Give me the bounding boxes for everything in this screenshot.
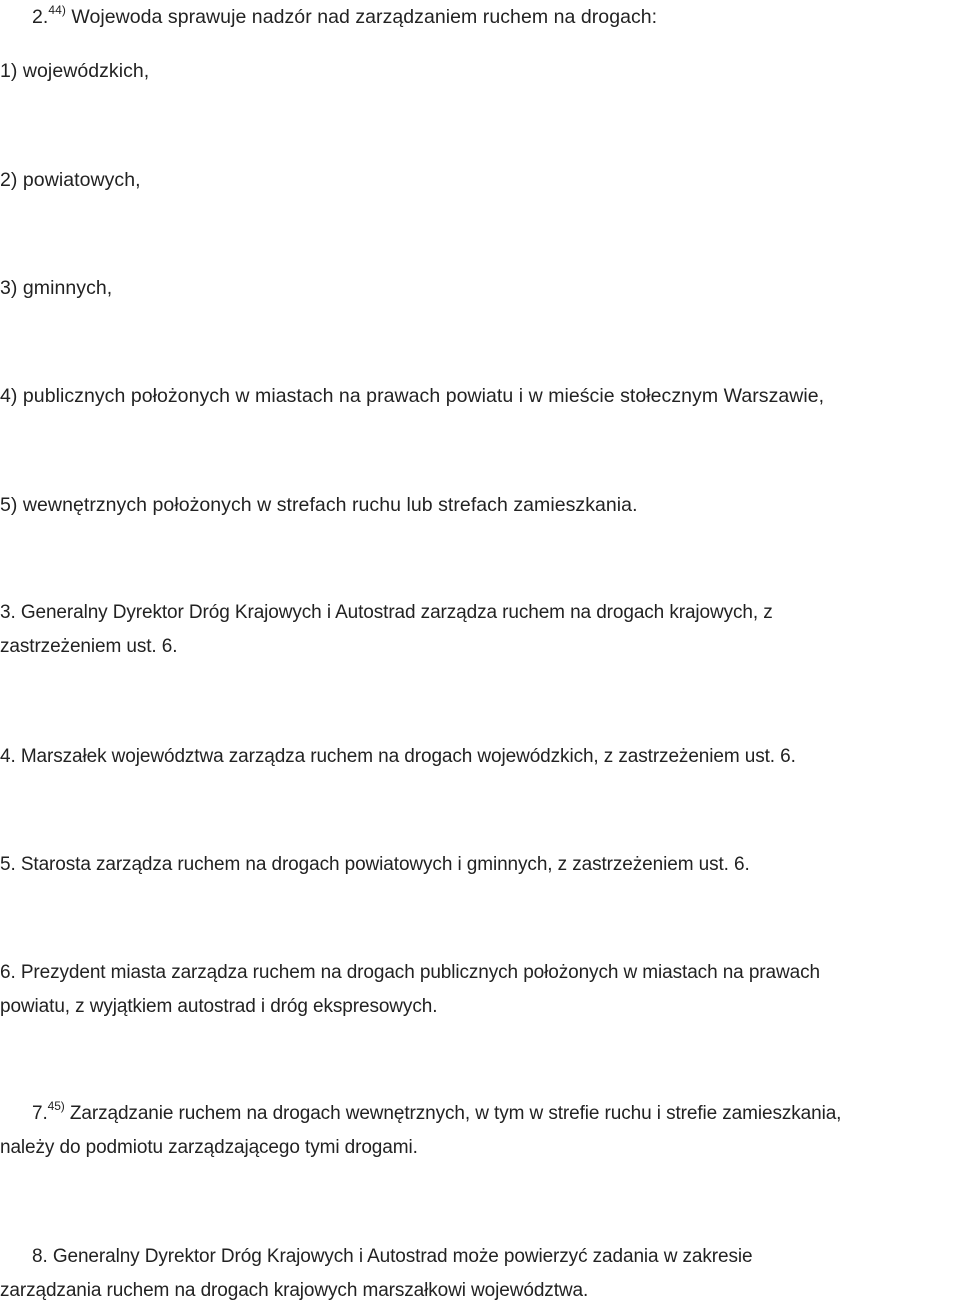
footnote-45-marker: 45) <box>47 1098 65 1113</box>
list-item-1 <box>0 54 960 88</box>
paragraph-3-line-1: 3. Generalny Dyrektor Dróg Krajowych i Autostrad zarządza ruchem na drogach krajowych, z <box>0 602 773 623</box>
paragraph-7-number: 7. <box>32 1103 48 1124</box>
paragraph-6 <box>0 956 960 1024</box>
paragraph-2-line <box>32 0 960 34</box>
paragraph-2 <box>32 0 960 34</box>
list-item-2-text: 2) powiatowych, <box>0 169 141 191</box>
list-item-3 <box>0 271 960 305</box>
paragraph-7-line-1 <box>0 1097 960 1131</box>
paragraph-3 <box>0 596 960 664</box>
paragraph-2-number: 2. <box>32 6 49 28</box>
list-item-4-text: 4) publicznych położonych w miastach na prawach powiatu i w mieście stołecznym Warszawie, <box>0 385 825 407</box>
paragraph-6-line-1: 6. Prezydent miasta zarządza ruchem na drogach publicznych położonych w miastach na prawach <box>0 962 820 983</box>
paragraph-5 <box>0 848 960 882</box>
paragraph-8-line-1: 8. Generalny Dyrektor Dróg Krajowych i Autostrad może powierzyć zadania w zakresie <box>32 1246 753 1267</box>
paragraph-8 <box>0 1240 960 1308</box>
list-item-3-text: 3) gminnych, <box>0 277 113 299</box>
paragraph-4-line-1: 4. Marszałek województwa zarządza ruchem na drogach wojewódzkich, z zastrzeżeniem ust. 6. <box>0 746 796 767</box>
paragraph-4 <box>0 740 960 774</box>
list-item-1-text: 1) wojewódzkich, <box>0 60 150 82</box>
paragraph-7-text: Zarządzanie ruchem na drogach wewnętrznych, w tym w strefie ruchu i strefie zamieszkania, <box>69 1103 842 1124</box>
paragraph-7-line-2: należy do podmiotu zarządzającego tymi drogami. <box>0 1137 418 1158</box>
footnote-44-marker: 44) <box>48 2 66 17</box>
paragraph-6-line-2: powiatu, z wyjątkiem autostrad i dróg ekspresowych. <box>0 996 438 1017</box>
paragraph-8-line-2: zarządzania ruchem na drogach krajowych marszałkowi województwa. <box>0 1280 589 1301</box>
list-item-5 <box>0 488 960 522</box>
list-item-4 <box>0 379 960 413</box>
paragraph-5-line-1: 5. Starosta zarządza ruchem na drogach powiatowych i gminnych, z zastrzeżeniem ust. 6. <box>0 854 750 875</box>
paragraph-3-line-2: zastrzeżeniem ust. 6. <box>0 636 178 657</box>
list-item-2 <box>0 163 960 197</box>
paragraph-2-text: Wojewoda sprawuje nadzór nad zarządzaniem ruchem na drogach: <box>71 6 658 28</box>
list-item-5-text: 5) wewnętrznych położonych w strefach ruchu lub strefach zamieszkania. <box>0 494 638 516</box>
paragraph-7 <box>0 1097 960 1165</box>
